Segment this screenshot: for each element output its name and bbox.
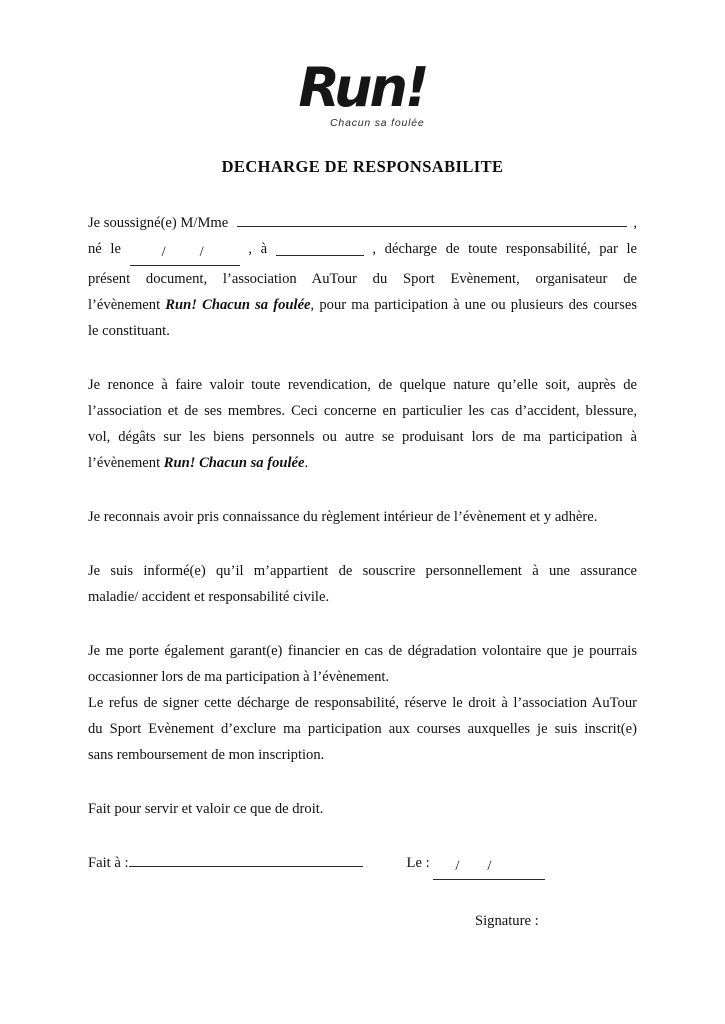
event-name-bold: Run! Chacun sa foulée (163, 455, 305, 471)
date-group (407, 850, 546, 880)
text-line (88, 292, 637, 318)
slash-separator: / (199, 244, 204, 260)
document-title: DECHARGE DE RESPONSABILITE (221, 157, 504, 176)
date-blank-field (433, 853, 545, 880)
place-blank-field (129, 852, 363, 867)
fait-a-label: Fait à : (88, 855, 129, 871)
text-line: Le refus de signer cette décharge de responsabilité, réserve le droit à l’association AuTour (88, 695, 637, 711)
text-fragment: , (633, 215, 637, 231)
text-line: occasionner lors de ma participation à l’évènement. (88, 669, 390, 685)
text-line: présent document, l’association AuTour du Sport Evènement, organisateur de (88, 271, 637, 287)
paragraph-rules (88, 504, 637, 530)
text-line: du Sport Evènement d’exclure ma participation aux courses auxquelles je suis inscrit(e) (88, 721, 637, 737)
paragraph-renunciation (88, 372, 637, 476)
identity-line (88, 210, 637, 236)
text-fragment: l’évènement (88, 455, 161, 471)
text-line: le constituant. (88, 323, 170, 339)
identity-label: Je soussigné(e) M/Mme (88, 215, 229, 231)
text-fragment: , décharge de toute responsabilité, par le (372, 241, 638, 257)
text-line (88, 450, 637, 476)
text-fragment: l’évènement (88, 297, 161, 313)
name-blank-field (237, 212, 627, 227)
birthdate-line (88, 236, 637, 266)
paragraph-insurance (88, 558, 637, 610)
birthplace-blank-field (276, 241, 364, 256)
logo-tagline: Chacun sa foulée (330, 117, 425, 129)
run-logo-wordmark: Run! (298, 56, 427, 119)
text-line: Je me porte également garant(e) financier en cas de dégradation volontaire que je pourrais (88, 643, 637, 659)
signature-label: Signature : (475, 913, 539, 929)
place-date-row (88, 850, 637, 880)
text-line: Fait pour servir et valoir ce que de droit. (88, 801, 324, 817)
slash-separator: / (487, 858, 492, 874)
text-line: Je renonce à faire valoir toute revendication, de quelque nature qu’elle soit, auprès de (88, 377, 637, 393)
text-fragment: , pour ma participation à une ou plusieurs des courses (310, 297, 638, 313)
paragraph-closing (88, 796, 637, 822)
text-fragment: . (304, 455, 309, 471)
text-fragment: , à (248, 241, 268, 257)
slash-separator: / (455, 858, 460, 874)
text-line: Je suis informé(e) qu’il m’appartient de souscrire personnellement à une assurance (88, 563, 637, 579)
text-line: sans remboursement de mon inscription. (88, 747, 325, 763)
text-line: Je reconnais avoir pris connaissance du règlement intérieur de l’évènement et y adhère. (88, 509, 598, 525)
text-line: l’association et de ses membres. Ceci concerne en particulier les cas d’accident, blessure, (88, 403, 637, 419)
paragraph-identity (88, 210, 637, 344)
text-line: vol, dégâts sur les biens personnels ou autre se produisant lors de ma participation à (88, 429, 637, 445)
document-body (0, 177, 725, 934)
signature-row (88, 908, 637, 934)
paragraph-guarantee (88, 638, 637, 768)
text-line: maladie/ accident et responsabilité civile. (88, 589, 330, 605)
run-logo (298, 56, 427, 129)
event-name-bold: Run! Chacun sa foulée (165, 297, 311, 313)
ne-le-label: né le (88, 241, 121, 257)
logo (0, 0, 725, 131)
birthdate-blank-field (130, 239, 240, 266)
slash-separator: / (161, 244, 166, 260)
le-label: Le : (406, 855, 430, 871)
